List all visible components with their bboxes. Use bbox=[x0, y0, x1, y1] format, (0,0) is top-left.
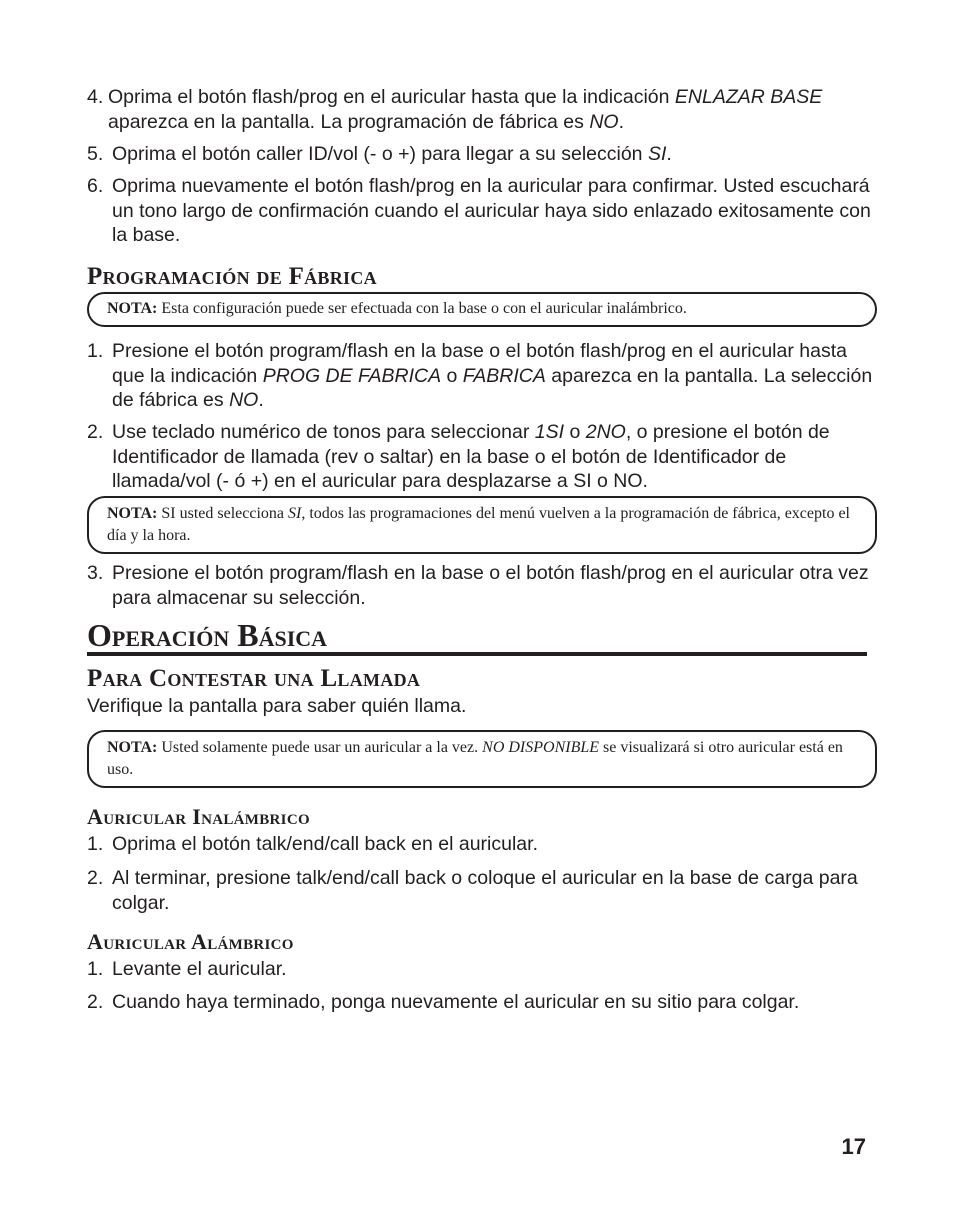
section-heading-inalambrico: Auricular Inalámbrico bbox=[87, 804, 310, 829]
alambrico-step-1 bbox=[87, 957, 877, 982]
step-text: Use teclado numérico de tonos para seleccionar 1SI o 2NO, o presione el botón de Identificador de llamada (rev o saltar) en la base o el botón de Identificador de llamada/vol (- ó +) en el auricular para desplazarse a SI o NO. bbox=[112, 421, 830, 492]
step-number: 6. bbox=[87, 175, 104, 197]
step-number: 4. bbox=[87, 86, 104, 108]
step-number: 1. bbox=[87, 340, 104, 362]
step-number: 2. bbox=[87, 421, 104, 443]
note-box: NOTA: SI usted selecciona SI, todos las programaciones del menú vuelven a la programación de fábrica, excepto el día y la hora. bbox=[87, 496, 877, 554]
section-heading-programacion: Programación de Fábrica bbox=[87, 263, 377, 290]
inalambrico-step-1 bbox=[87, 832, 877, 857]
step-text: Cuando haya terminado, ponga nuevamente el auricular en su sitio para colgar. bbox=[112, 991, 800, 1013]
step-3 bbox=[87, 561, 877, 610]
step-text: Oprima el botón flash/prog en el auricular hasta que la indicación ENLAZAR BASE aparezca en la pantalla. La programación de fábrica es NO. bbox=[108, 86, 823, 133]
section-heading-alambrico: Auricular Alámbrico bbox=[87, 929, 294, 954]
note-label: NOTA: bbox=[107, 505, 158, 522]
section-heading-contestar: Para Contestar una Llamada bbox=[87, 665, 421, 692]
step-text: Presione el botón program/flash en la base o el botón flash/prog en el auricular otra vez para almacenar su selección. bbox=[112, 562, 869, 609]
section-heading-operacion: Operación Básica bbox=[87, 618, 867, 656]
step-6 bbox=[87, 174, 877, 248]
step-number: 3. bbox=[87, 562, 104, 584]
step-number: 2. bbox=[87, 991, 104, 1013]
step-number: 1. bbox=[87, 833, 104, 855]
step-4 bbox=[87, 85, 877, 134]
step-2 bbox=[87, 420, 877, 494]
step-text: Presione el botón program/flash en la base o el botón flash/prog en el auricular hasta que la indicación PROG DE FABRICA o FABRICA aparezca en la pantalla. La selección de fábrica es NO. bbox=[112, 340, 873, 411]
step-number: 5. bbox=[87, 143, 104, 165]
step-number: 1. bbox=[87, 958, 104, 980]
note-text: Esta configuración puede ser efectuada con la base o con el auricular inalámbrico. bbox=[157, 300, 687, 317]
note-box: NOTA: Usted solamente puede usar un auricular a la vez. NO DISPONIBLE se visualizará si otro auricular está en uso. bbox=[87, 730, 877, 788]
note-label: NOTA: bbox=[107, 300, 158, 317]
step-5 bbox=[87, 142, 877, 167]
note-label: NOTA: bbox=[107, 739, 158, 756]
page-number: 17 bbox=[841, 1134, 866, 1159]
step-text: Oprima nuevamente el botón flash/prog en la auricular para confirmar. Usted escuchará un tono largo de confirmación cuando el auricular haya sido enlazado exitosamente con la base. bbox=[112, 175, 871, 246]
step-text: Oprima el botón caller ID/vol (- o +) para llegar a su selección SI. bbox=[112, 143, 672, 165]
step-number: 2. bbox=[87, 867, 104, 889]
contestar-text: Verifique la pantalla para saber quién llama. bbox=[87, 695, 467, 717]
inalambrico-step-2 bbox=[87, 866, 877, 915]
step-text: Oprima el botón talk/end/call back en el auricular. bbox=[112, 833, 538, 855]
step-text: Al terminar, presione talk/end/call back o coloque el auricular en la base de carga para colgar. bbox=[112, 867, 858, 914]
note-box bbox=[87, 292, 877, 327]
step-1 bbox=[87, 339, 877, 413]
step-text: Levante el auricular. bbox=[112, 958, 287, 980]
alambrico-step-2 bbox=[87, 990, 877, 1015]
